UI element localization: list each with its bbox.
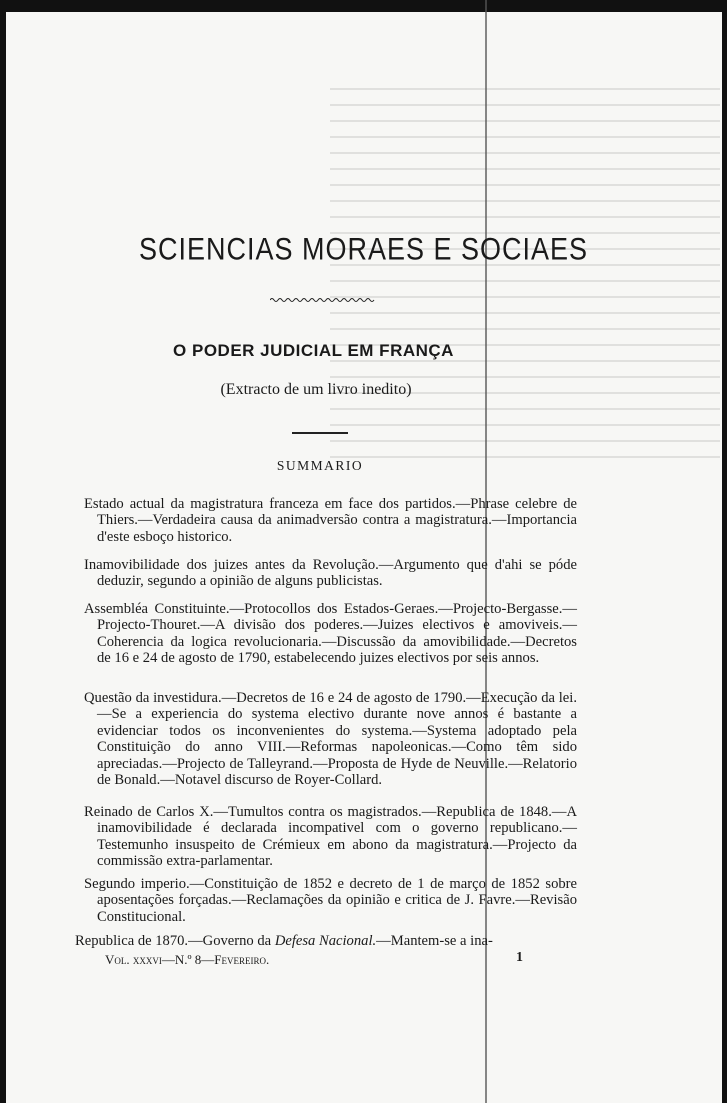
last-line-lead: Republica de 1870.—Governo da (75, 933, 275, 949)
summary-heading: SUMMARIO (276, 458, 364, 473)
summary-last-line (75, 933, 565, 950)
scan-border-left (0, 0, 6, 1103)
page-number: 1 (516, 950, 523, 965)
wavy-ornament (270, 296, 376, 304)
summary-paragraph: Segundo imperio.—Constituição de 1852 e decreto de 1 de março de 1852 sobre aposentações forçadas.—Reclamações da opinião e critica de J. Favre.—Revisão Constitucional. (84, 876, 577, 925)
bleed-through-text (330, 88, 720, 468)
article-title: O PODER JUDICIAL EM FRANÇA (173, 341, 454, 360)
summary-paragraph: Estado actual da magistratura franceza em face dos partidos.—Phrase celebre de Thiers.—Verdadeira causa da animadversão contra a magistratura.—Importancia d'este esboço historico. (84, 496, 577, 545)
summary-paragraph: Assembléa Constituinte.—Protocollos dos Estados-Geraes.—Projecto-Bergasse.—Projecto-Thouret.—A divisão dos poderes.—Juizes electivos e amoviveis.—Coherencia da logica revolucionaria.—Discussão da amovibilidade.—Decretos de 16 e 24 de agosto de 1790, estabelecendo juizes electivos por seis annos. (84, 601, 577, 667)
article-note: (Extracto de um livro inedito) (220, 381, 412, 398)
summary-paragraph: Questão da investidura.—Decretos de 16 e 24 de agosto de 1790.—Execução da lei.—Se a experiencia do systema electivo durante nove annos é bastante a evidenciar todos os inconvenientes do systema.—Systema adoptado pela Constituição do anno VIII.—Reformas napoleonicas.—Como têm sido apreciadas.—Projecto de Talleyrand.—Proposta de Hyde de Neuville.—Relatorio de Bonald.—Notavel discurso de Royer-Collard. (84, 690, 577, 789)
scan-border-right (722, 0, 727, 1103)
divider-rule (292, 432, 348, 434)
scan-border-top (0, 0, 727, 12)
volume-footer: Vol. xxxvi—N.º 8—Fevereiro. (105, 952, 270, 967)
last-line-italic: Defesa Nacional. (274, 933, 377, 949)
last-line-tail: —Mantem-se a ina- (376, 933, 493, 949)
summary-paragraph: Reinado de Carlos X.—Tumultos contra os magistrados.—Republica de 1848.—A inamovibilidade é declarada incompativel com o governo republicano.—Testemunho insuspeito de Crémieux em abono da magistratura.—Projecto da commissão extra-parlamentar. (84, 804, 577, 870)
summary-paragraph: Inamovibilidade dos juizes antes da Revolução.—Argumento que d'ahi se póde deduzir, segundo a opinião de alguns publicistas. (84, 557, 577, 590)
section-title: SCIENCIAS MORAES E SOCIAES (138, 231, 589, 267)
